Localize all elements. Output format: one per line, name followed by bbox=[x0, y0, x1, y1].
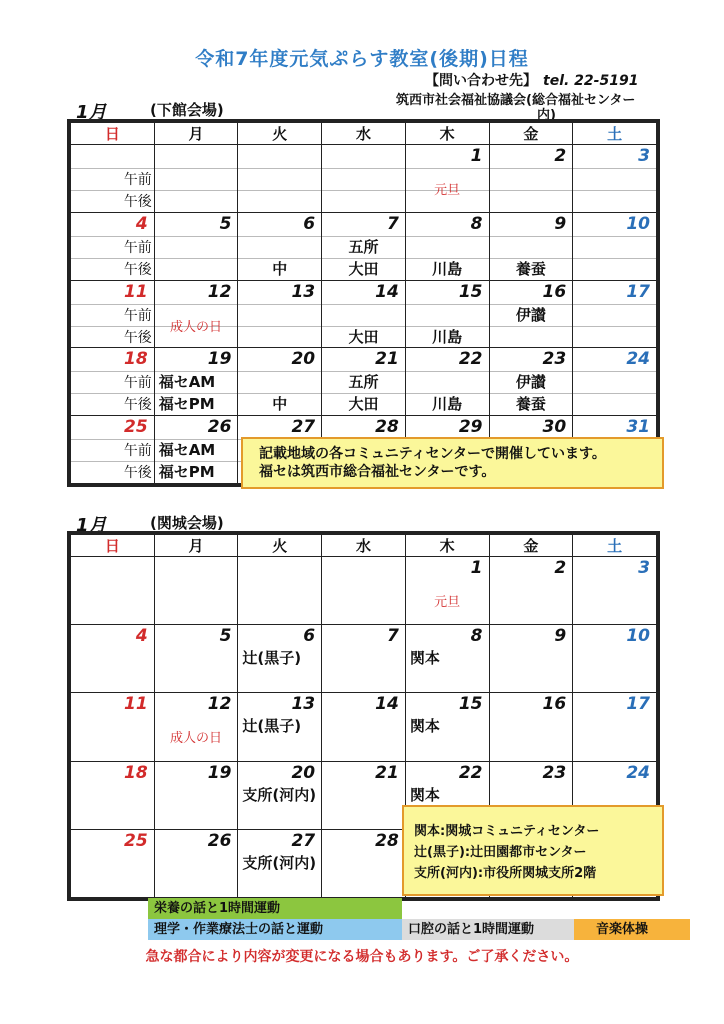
weekday-header: 木 bbox=[405, 535, 489, 557]
row-divider bbox=[238, 326, 321, 327]
session-pm: 中 bbox=[272, 395, 288, 414]
day-number: 28 bbox=[375, 830, 399, 851]
day-number: 2 bbox=[554, 558, 567, 578]
row-divider bbox=[322, 304, 405, 305]
day-cell bbox=[71, 416, 155, 484]
day-cell bbox=[573, 557, 657, 625]
day-number: 2 bbox=[554, 146, 567, 166]
day-cell bbox=[405, 693, 489, 761]
week-row bbox=[71, 212, 657, 280]
week-row bbox=[71, 625, 657, 693]
session-pm: 福セPM bbox=[158, 395, 215, 414]
session-pm: 養蚕 bbox=[515, 395, 546, 414]
day-number: 26 bbox=[207, 417, 232, 438]
day-number: 28 bbox=[375, 417, 399, 438]
day-cell bbox=[573, 693, 657, 761]
shimodate-table bbox=[70, 122, 657, 484]
day-number: 5 bbox=[219, 626, 232, 647]
day-cell bbox=[405, 625, 489, 693]
weekday-header: 日 bbox=[71, 123, 155, 145]
shimodate-note-line1: 記載地域の各コミュニティセンターで開催しています。 bbox=[259, 446, 606, 462]
row-divider bbox=[573, 168, 656, 169]
legend-therapist: 理学・作業療法士の話と運動 bbox=[148, 919, 402, 940]
am-label: 午前 bbox=[123, 443, 152, 460]
day-number: 16 bbox=[542, 281, 567, 302]
sekijo-venue: (関城会場) bbox=[150, 514, 224, 532]
day-cell bbox=[71, 625, 155, 693]
row-divider bbox=[573, 393, 656, 394]
day-number: 11 bbox=[124, 281, 148, 302]
session: 関本 bbox=[409, 785, 440, 804]
weekday-header: 土 bbox=[573, 123, 657, 145]
session: 関本 bbox=[409, 649, 440, 668]
day-number: 1 bbox=[470, 558, 483, 578]
day-cell bbox=[322, 625, 406, 693]
day-number: 17 bbox=[626, 281, 650, 302]
day-number: 17 bbox=[626, 694, 650, 715]
pm-label: 午後 bbox=[123, 397, 152, 414]
row-divider bbox=[155, 258, 238, 259]
session: 関本 bbox=[409, 717, 440, 736]
day-number: 14 bbox=[375, 694, 399, 715]
row-divider bbox=[573, 236, 656, 237]
day-number: 13 bbox=[291, 694, 316, 715]
row-divider bbox=[573, 326, 656, 327]
session-pm: 中 bbox=[272, 259, 288, 278]
session-pm: 大田 bbox=[348, 259, 379, 278]
session: 辻(黒子) bbox=[242, 649, 302, 668]
row-divider bbox=[238, 304, 321, 305]
session-am: 五所 bbox=[348, 237, 379, 256]
day-cell bbox=[405, 145, 489, 213]
day-cell bbox=[489, 625, 573, 693]
day-cell bbox=[238, 829, 322, 897]
shimodate-venue: (下館会場) bbox=[150, 101, 224, 119]
day-number: 22 bbox=[458, 349, 483, 370]
legend-nutrition: 栄養の話と1時間運動 bbox=[148, 898, 402, 919]
row-divider bbox=[155, 236, 238, 237]
day-number: 25 bbox=[124, 417, 148, 438]
holiday-label: 元旦 bbox=[434, 595, 461, 610]
weekday-header: 土 bbox=[573, 535, 657, 557]
sekijo-note-line3: 支所(河内):市役所関城支所2階 bbox=[414, 866, 597, 881]
day-number: 16 bbox=[542, 694, 567, 715]
day-cell bbox=[489, 280, 573, 348]
day-number: 19 bbox=[207, 762, 232, 783]
holiday-label: 元旦 bbox=[434, 183, 461, 198]
sekijo-month: 1月 bbox=[76, 515, 107, 536]
week-row bbox=[71, 145, 657, 213]
day-number: 15 bbox=[458, 694, 483, 715]
shimodate-note bbox=[241, 437, 664, 489]
day-cell bbox=[238, 761, 322, 829]
day-number: 11 bbox=[124, 694, 148, 715]
weekday-header: 水 bbox=[322, 123, 406, 145]
weekday-header: 火 bbox=[238, 535, 322, 557]
day-cell bbox=[238, 625, 322, 693]
day-cell bbox=[71, 829, 155, 897]
holiday-label: 成人の日 bbox=[170, 319, 223, 335]
week-row bbox=[71, 348, 657, 416]
day-number: 4 bbox=[135, 626, 148, 647]
week-row bbox=[71, 280, 657, 348]
day-cell bbox=[154, 145, 238, 213]
day-cell bbox=[71, 212, 155, 280]
day-number: 23 bbox=[542, 349, 567, 370]
day-cell bbox=[154, 557, 238, 625]
weekday-header: 日 bbox=[71, 535, 155, 557]
day-number: 31 bbox=[626, 417, 650, 438]
session: 支所(河内) bbox=[242, 785, 317, 804]
day-number: 10 bbox=[626, 213, 650, 234]
day-cell bbox=[573, 348, 657, 416]
day-number: 4 bbox=[135, 213, 148, 234]
am-label: 午前 bbox=[123, 239, 152, 256]
row-divider bbox=[490, 236, 573, 237]
day-number: 15 bbox=[458, 281, 483, 302]
day-number: 14 bbox=[375, 281, 399, 302]
day-number: 30 bbox=[542, 417, 567, 438]
day-number: 27 bbox=[291, 830, 316, 851]
day-cell bbox=[405, 212, 489, 280]
day-number: 6 bbox=[303, 626, 316, 647]
day-number: 25 bbox=[124, 830, 148, 851]
day-cell bbox=[322, 280, 406, 348]
day-cell bbox=[322, 348, 406, 416]
day-cell bbox=[489, 212, 573, 280]
row-divider bbox=[322, 190, 405, 191]
row-divider bbox=[322, 168, 405, 169]
day-number: 13 bbox=[291, 281, 316, 302]
day-cell bbox=[154, 212, 238, 280]
row-divider bbox=[490, 190, 573, 191]
session-am: 福セAM bbox=[158, 373, 216, 392]
contact-org-cont: 内) bbox=[537, 108, 556, 123]
day-cell bbox=[71, 693, 155, 761]
row-divider bbox=[490, 326, 573, 327]
pm-label: 午後 bbox=[123, 261, 152, 278]
day-cell bbox=[71, 348, 155, 416]
day-number: 29 bbox=[458, 417, 483, 438]
day-cell bbox=[322, 212, 406, 280]
session: 辻(黒子) bbox=[242, 717, 302, 736]
pm-label: 午後 bbox=[123, 465, 152, 482]
weekday-header: 金 bbox=[489, 535, 573, 557]
day-cell bbox=[322, 145, 406, 213]
row-divider bbox=[155, 168, 238, 169]
sekijo-note-line2: 辻(黒子):辻田園都市センター bbox=[414, 845, 587, 860]
weekday-header: 木 bbox=[405, 123, 489, 145]
week-row bbox=[71, 693, 657, 761]
day-cell bbox=[238, 212, 322, 280]
row-divider bbox=[490, 168, 573, 169]
day-cell bbox=[71, 145, 155, 213]
row-divider bbox=[155, 304, 238, 305]
day-cell bbox=[573, 145, 657, 213]
sekijo-note bbox=[402, 805, 664, 896]
legend-oral: 口腔の話と1時間運動 bbox=[402, 919, 574, 940]
day-number: 21 bbox=[375, 762, 399, 783]
day-cell bbox=[71, 761, 155, 829]
session-am: 五所 bbox=[348, 373, 379, 392]
day-number: 8 bbox=[470, 626, 483, 647]
day-number: 19 bbox=[207, 349, 232, 370]
shimodate-calendar bbox=[67, 119, 660, 487]
day-number: 21 bbox=[375, 349, 399, 370]
row-divider bbox=[406, 236, 489, 237]
day-cell bbox=[238, 145, 322, 213]
session-am: 伊讃 bbox=[515, 373, 546, 392]
pm-label: 午後 bbox=[123, 329, 152, 346]
session-pm: 川島 bbox=[432, 259, 463, 278]
day-cell bbox=[154, 625, 238, 693]
session-pm: 養蚕 bbox=[515, 259, 546, 278]
day-number: 6 bbox=[303, 213, 316, 234]
day-cell bbox=[322, 829, 406, 897]
day-cell bbox=[238, 348, 322, 416]
row-divider bbox=[406, 371, 489, 372]
session-am: 福セAM bbox=[158, 441, 216, 460]
session-pm: 川島 bbox=[432, 395, 463, 414]
am-label: 午前 bbox=[123, 375, 152, 392]
day-number: 10 bbox=[626, 626, 650, 647]
holiday-label: 成人の日 bbox=[170, 731, 223, 747]
day-cell bbox=[238, 693, 322, 761]
day-number: 20 bbox=[291, 762, 316, 783]
day-number: 7 bbox=[386, 213, 399, 234]
day-cell bbox=[71, 557, 155, 625]
day-cell bbox=[238, 280, 322, 348]
day-cell bbox=[489, 145, 573, 213]
weekday-header: 金 bbox=[489, 123, 573, 145]
day-cell bbox=[154, 761, 238, 829]
contact-label: 【問い合わせ先】 bbox=[425, 73, 537, 89]
day-number: 20 bbox=[291, 349, 316, 370]
contact-tel: tel. 22-5191 bbox=[543, 73, 639, 89]
day-cell bbox=[322, 693, 406, 761]
row-divider bbox=[573, 190, 656, 191]
day-cell bbox=[573, 212, 657, 280]
row-divider bbox=[238, 168, 321, 169]
session-pm: 大田 bbox=[348, 395, 379, 414]
day-number: 26 bbox=[207, 830, 232, 851]
row-divider bbox=[406, 168, 489, 169]
weekday-header: 水 bbox=[322, 535, 406, 557]
day-number: 27 bbox=[291, 417, 316, 438]
day-cell bbox=[573, 625, 657, 693]
day-cell bbox=[238, 557, 322, 625]
day-cell bbox=[154, 348, 238, 416]
day-number: 22 bbox=[458, 762, 483, 783]
day-number: 18 bbox=[124, 762, 148, 783]
row-divider bbox=[573, 304, 656, 305]
pm-label: 午後 bbox=[123, 194, 152, 210]
day-number: 12 bbox=[207, 281, 232, 302]
day-cell bbox=[322, 761, 406, 829]
day-cell bbox=[489, 348, 573, 416]
shimodate-month: 1月 bbox=[76, 102, 107, 123]
day-number: 8 bbox=[470, 213, 483, 234]
contact-org: 筑西市社会福祉協議会(総合福祉センター bbox=[396, 93, 636, 108]
weekday-header: 月 bbox=[154, 535, 238, 557]
day-number: 9 bbox=[554, 626, 567, 647]
week-row bbox=[71, 557, 657, 625]
day-cell bbox=[154, 829, 238, 897]
day-cell bbox=[489, 693, 573, 761]
day-number: 7 bbox=[386, 626, 399, 647]
contact-info bbox=[425, 70, 638, 90]
day-cell bbox=[489, 557, 573, 625]
day-cell bbox=[573, 280, 657, 348]
row-divider bbox=[573, 258, 656, 259]
day-number: 5 bbox=[219, 213, 232, 234]
session-pm: 福セPM bbox=[158, 463, 215, 482]
day-cell bbox=[154, 280, 238, 348]
day-cell bbox=[405, 348, 489, 416]
am-label: 午前 bbox=[123, 172, 152, 188]
row-divider bbox=[155, 190, 238, 191]
footer-notice: 急な都合により内容が変更になる場合もあります。ご了承ください。 bbox=[145, 949, 579, 965]
session-pm: 川島 bbox=[432, 327, 463, 346]
day-cell bbox=[405, 557, 489, 625]
day-cell bbox=[154, 693, 238, 761]
session-am: 伊讃 bbox=[515, 305, 546, 324]
legend-music: 音楽体操 bbox=[574, 919, 690, 940]
day-cell bbox=[322, 557, 406, 625]
shimodate-note-line2: 福セは筑西市総合福祉センターです。 bbox=[259, 464, 496, 480]
day-number: 24 bbox=[626, 349, 650, 370]
row-divider bbox=[573, 371, 656, 372]
day-number: 12 bbox=[207, 694, 232, 715]
row-divider bbox=[406, 304, 489, 305]
day-number: 3 bbox=[638, 558, 650, 578]
am-label: 午前 bbox=[123, 307, 152, 324]
day-number: 18 bbox=[124, 349, 148, 370]
day-number: 1 bbox=[470, 146, 483, 166]
page-title: 令和7年度元気ぷらす教室(後期)日程 bbox=[195, 48, 529, 70]
weekday-header: 火 bbox=[238, 123, 322, 145]
row-divider bbox=[238, 236, 321, 237]
day-number: 24 bbox=[626, 762, 650, 783]
day-number: 3 bbox=[638, 146, 650, 166]
day-number: 9 bbox=[554, 213, 567, 234]
sekijo-note-line1: 関本:関城コミュニティセンター bbox=[414, 824, 600, 839]
day-cell bbox=[71, 280, 155, 348]
day-number: 23 bbox=[542, 762, 567, 783]
weekday-header: 月 bbox=[154, 123, 238, 145]
row-divider bbox=[238, 190, 321, 191]
session: 支所(河内) bbox=[242, 853, 317, 872]
session-pm: 大田 bbox=[348, 327, 379, 346]
day-cell bbox=[154, 416, 238, 484]
row-divider bbox=[238, 371, 321, 372]
day-cell bbox=[405, 280, 489, 348]
